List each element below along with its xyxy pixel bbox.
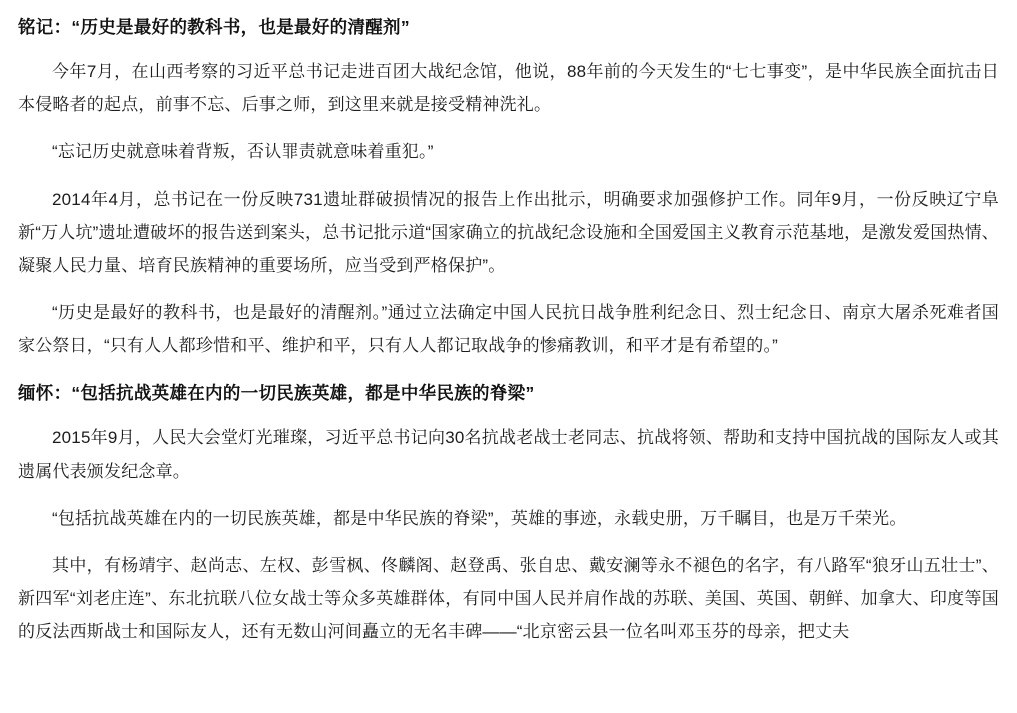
paragraph: “忘记历史就意味着背叛，否认罪责就意味着重犯。” <box>52 142 434 162</box>
paragraph: 2014年4月，总书记在一份反映731遗址群破损情况的报告上作出批示，明确要求加强修护工作。同年9月，一份反映辽宁阜新“万人坑”遗址遭破坏的报告送到案头，总书记批示道“国家确立的抗战纪念设施和全国爱国主义教育示范基地，是激发爱国热情、凝聚人民力量、培育民族精神的重要场所，应当受到严格保护”。 <box>18 189 999 275</box>
paragraph: 其中，有杨靖宇、赵尚志、左权、彭雪枫、佟麟阁、赵登禹、张自忠、戴安澜等永不褪色的名字，有八路军“狼牙山五壮士”、新四军“刘老庄连”、东北抗联八位女战士等众多英雄群体，有同中国人民并肩作战的苏联、美国、英国、朝鲜、加拿大、印度等国的反法西斯战士和国际友人，还有无数山河间矗立的无名丰碑——“北京密云县一位名叫邓玉芬的母亲，把丈夫 <box>18 555 999 642</box>
paragraph: 2015年9月，人民大会堂灯光璀璨，习近平总书记向30名抗战老战士老同志、抗战将领、帮助和支持中国抗战的国际友人或其遗属代表颁发纪念章。 <box>18 428 999 481</box>
paragraph: “包括抗战英雄在内的一切民族英雄，都是中华民族的脊梁”，英雄的事迹，永载史册，万千瞩目，也是万千荣光。 <box>52 508 907 528</box>
section-heading-1: 铭记：“历史是最好的教科书，也是最好的清醒剂” <box>18 17 410 37</box>
paragraph: “历史是最好的教科书，也是最好的清醒剂。”通过立法确定中国人民抗日战争胜利纪念日、烈士纪念日、南京大屠杀死难者国家公祭日，“只有人人都珍惜和平、维护和平，只有人人都记取战争的惨痛教训，和平才是有希望的。” <box>18 302 999 356</box>
paragraph: 今年7月，在山西考察的习近平总书记走进百团大战纪念馆，他说，88年前的今天发生的“七七事变”，是中华民族全面抗击日本侵略者的起点，前事不忘、后事之师，到这里来就是接受精神洗礼。 <box>18 62 999 115</box>
section-heading-2: 缅怀：“包括抗战英雄在内的一切民族英雄，都是中华民族的脊梁” <box>18 383 535 404</box>
